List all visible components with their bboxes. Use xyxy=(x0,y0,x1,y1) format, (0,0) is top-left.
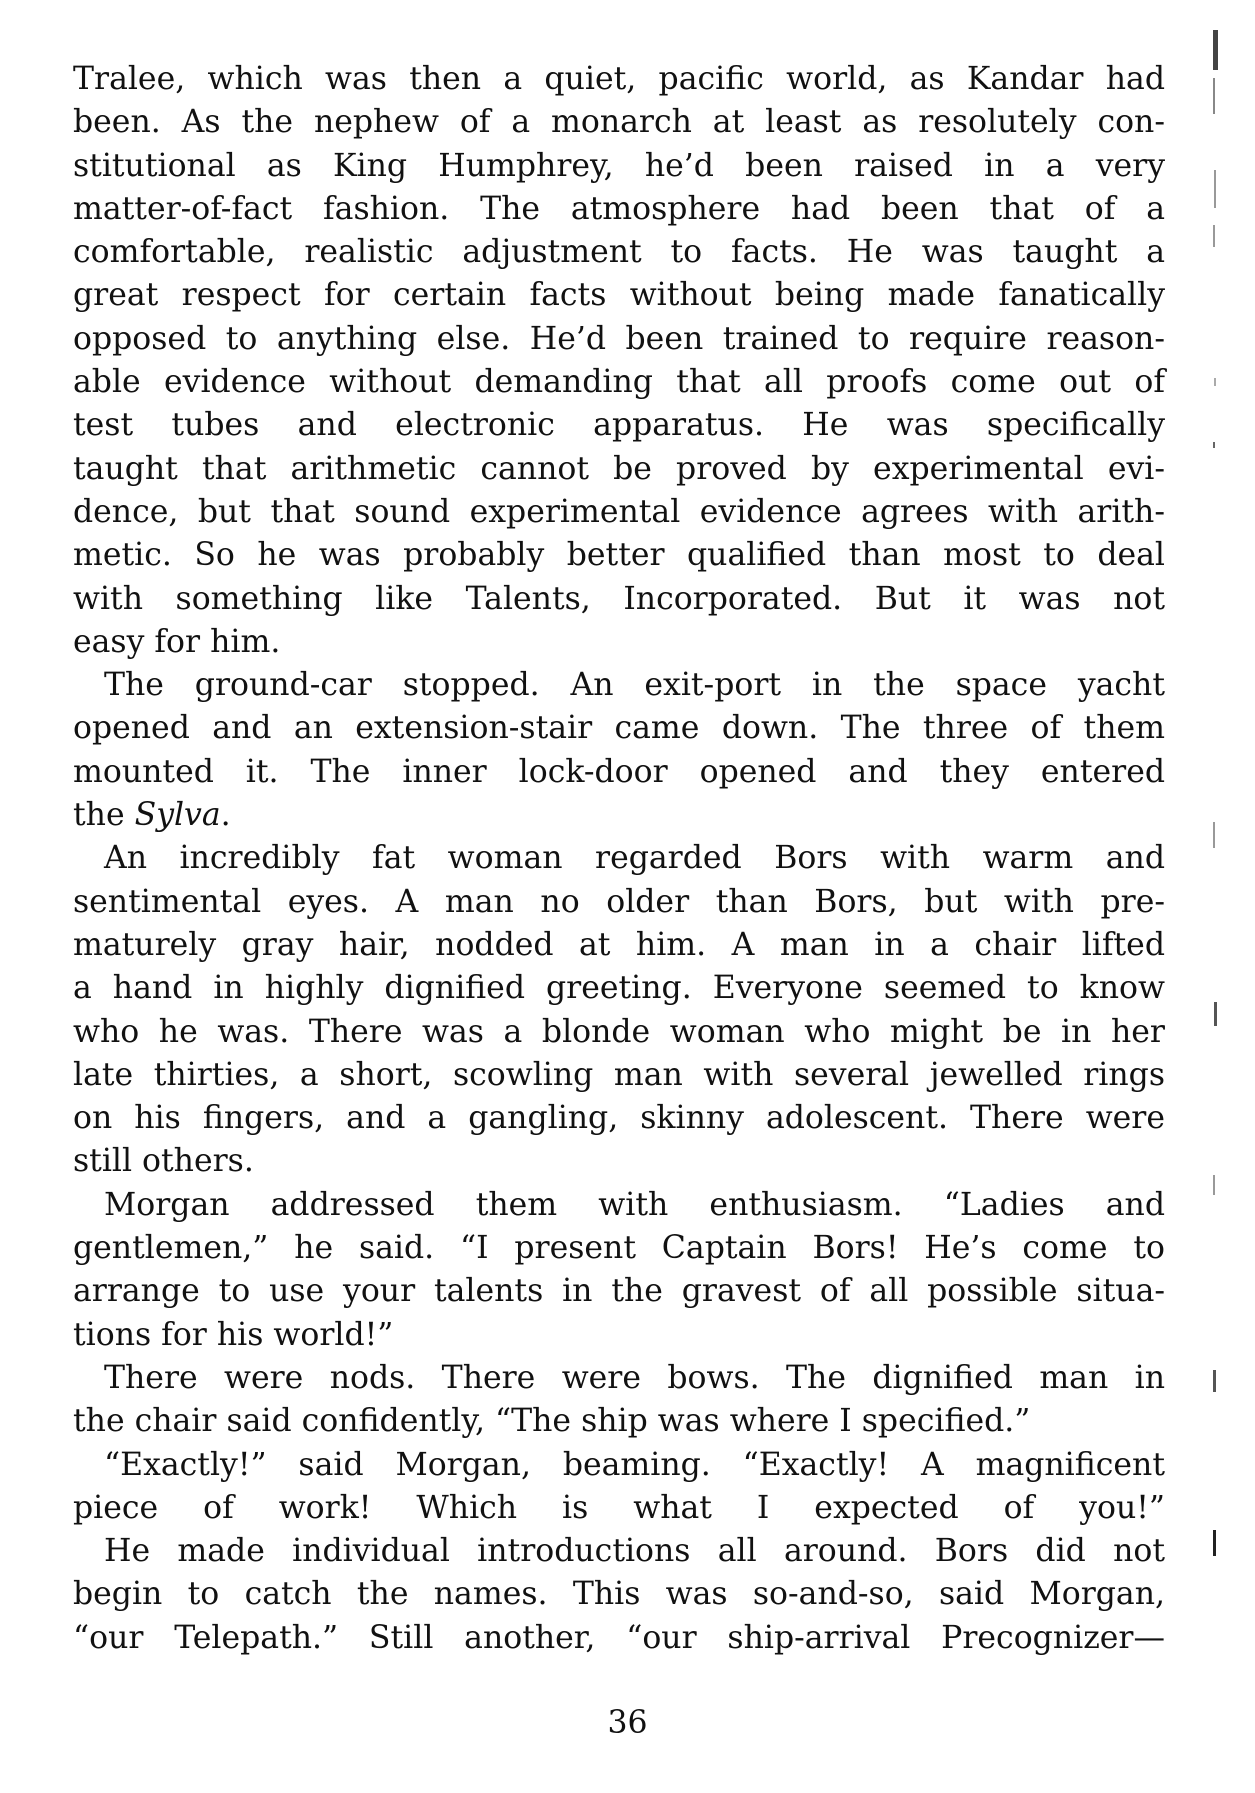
ship-name-italic: Sylva xyxy=(134,797,221,834)
text-line xyxy=(73,58,1165,101)
text-line-content: who he was. There was a blonde woman who might be in her xyxy=(73,1013,1165,1050)
text-line-content: tions for his world!” xyxy=(73,1316,394,1353)
text-line-content: dence, but that sound experimental evidence agrees with arith- xyxy=(73,493,1165,530)
body-text xyxy=(73,58,1165,1660)
text-line xyxy=(73,751,1165,794)
text-line-content: still others. xyxy=(73,1143,254,1180)
text-line xyxy=(73,621,1165,664)
page-number: 36 xyxy=(607,1705,648,1741)
text-line-content: He made individual introductions all around. Bors did not xyxy=(104,1533,1165,1570)
scan-edge-mark xyxy=(1213,30,1218,70)
text-line-content: begin to catch the names. This was so-and-so, said Morgan, xyxy=(73,1576,1165,1613)
scan-edge-mark xyxy=(1213,225,1215,247)
text-line xyxy=(73,534,1165,577)
text-line xyxy=(73,188,1165,231)
text-line-content: “our Telepath.” Still another, “our ship-arrival Precognizer— xyxy=(73,1619,1165,1656)
text-line-content: stitutional as King Humphrey, he’d been raised in a very xyxy=(73,147,1165,184)
text-line-tail: . xyxy=(220,797,231,834)
text-line xyxy=(73,924,1165,967)
text-line-content: mounted it. The inner lock-door opened and they entered xyxy=(73,753,1165,790)
text-line-content: taught that arithmetic cannot be proved by experimental evi- xyxy=(73,450,1165,487)
scan-edge-mark xyxy=(1213,1175,1215,1195)
text-line xyxy=(73,101,1165,144)
text-line-content: matter-of-fact fashion. The atmosphere had been that of a xyxy=(73,190,1165,227)
scan-edge-mark xyxy=(1213,442,1215,448)
text-line xyxy=(73,1530,1165,1573)
text-line xyxy=(73,1314,1165,1357)
text-line xyxy=(73,967,1165,1010)
text-line-content: easy for him. xyxy=(73,623,281,660)
text-line-content: An incredibly fat woman regarded Bors with warm and xyxy=(104,840,1165,877)
text-line xyxy=(73,1054,1165,1097)
text-line-content: on his fingers, and a gangling, skinny adolescent. There were xyxy=(73,1100,1165,1137)
text-line xyxy=(73,448,1165,491)
scan-edge-mark xyxy=(1214,378,1216,386)
text-line xyxy=(73,404,1165,447)
text-line-content: maturely gray hair, nodded at him. A man in a chair lifted xyxy=(73,926,1165,963)
text-line xyxy=(73,361,1165,404)
text-line-content: piece of work! Which is what I expected of you!” xyxy=(73,1489,1165,1526)
scan-edge-mark xyxy=(1214,170,1216,208)
text-line-content: The ground-car stopped. An exit-port in the space yacht xyxy=(104,667,1165,704)
text-line xyxy=(73,1227,1165,1270)
text-line-content: the chair said confidently, “The ship was where I specified.” xyxy=(73,1403,1031,1440)
text-line-content: “Exactly!” said Morgan, beaming. “Exactly! A magnificent xyxy=(104,1446,1165,1483)
text-line-content: Morgan addressed them with enthusiasm. “Ladies and xyxy=(104,1186,1165,1223)
text-line xyxy=(73,1140,1165,1183)
text-line xyxy=(73,1444,1165,1487)
text-line-content: There were nods. There were bows. The dignified man in xyxy=(104,1359,1165,1396)
text-line-content: test tubes and electronic apparatus. He was specifically xyxy=(73,407,1165,444)
text-line xyxy=(73,1097,1165,1140)
text-line-content: able evidence without demanding that all proofs come out of xyxy=(73,364,1165,401)
text-line xyxy=(73,1184,1165,1227)
text-line xyxy=(73,231,1165,274)
text-line xyxy=(73,1400,1165,1443)
text-line xyxy=(73,794,1165,837)
text-line-content: comfortable, realistic adjustment to facts. He was taught a xyxy=(73,234,1165,271)
text-line-content: opposed to anything else. He’d been trained to require reason- xyxy=(73,320,1165,357)
text-line-content: the xyxy=(73,797,135,834)
text-line xyxy=(73,1617,1165,1660)
scan-edge-mark xyxy=(1213,1530,1216,1556)
scan-edge-mark xyxy=(1214,1002,1217,1026)
text-line-content: great respect for certain facts without being made fanatically xyxy=(73,277,1165,314)
text-line-content: with something like Talents, Incorporated. But it was not xyxy=(73,580,1165,617)
text-line-content: opened and an extension-stair came down. The three of them xyxy=(73,710,1165,747)
text-line xyxy=(73,274,1165,317)
text-line-content: Tralee, which was then a quiet, pacific world, as Kandar had xyxy=(73,61,1165,97)
text-line-content: been. As the nephew of a monarch at least as resolutely con- xyxy=(73,104,1165,141)
text-line-content: late thirties, a short, scowling man with several jewelled rings xyxy=(73,1056,1165,1093)
text-line xyxy=(73,1487,1165,1530)
text-line-content: sentimental eyes. A man no older than Bors, but with pre- xyxy=(73,883,1165,920)
text-line xyxy=(73,881,1165,924)
text-line-content: metic. So he was probably better qualified than most to deal xyxy=(73,537,1165,574)
text-line xyxy=(73,145,1165,188)
text-line-content: a hand in highly dignified greeting. Everyone seemed to know xyxy=(73,970,1165,1007)
text-line-content: arrange to use your talents in the gravest of all possible situa- xyxy=(73,1273,1165,1310)
text-line xyxy=(73,1011,1165,1054)
text-line xyxy=(73,1573,1165,1616)
text-line xyxy=(73,837,1165,880)
text-line xyxy=(73,318,1165,361)
text-line xyxy=(73,578,1165,621)
scan-edge-mark xyxy=(1213,822,1215,848)
text-line xyxy=(73,1270,1165,1313)
scan-edge-mark xyxy=(1213,78,1215,114)
text-line xyxy=(73,1357,1165,1400)
text-line-content: gentlemen,” he said. “I present Captain Bors! He’s come to xyxy=(73,1230,1165,1267)
text-line xyxy=(73,707,1165,750)
text-line xyxy=(73,491,1165,534)
text-line xyxy=(73,664,1165,707)
scan-edge-mark xyxy=(1213,1370,1216,1392)
